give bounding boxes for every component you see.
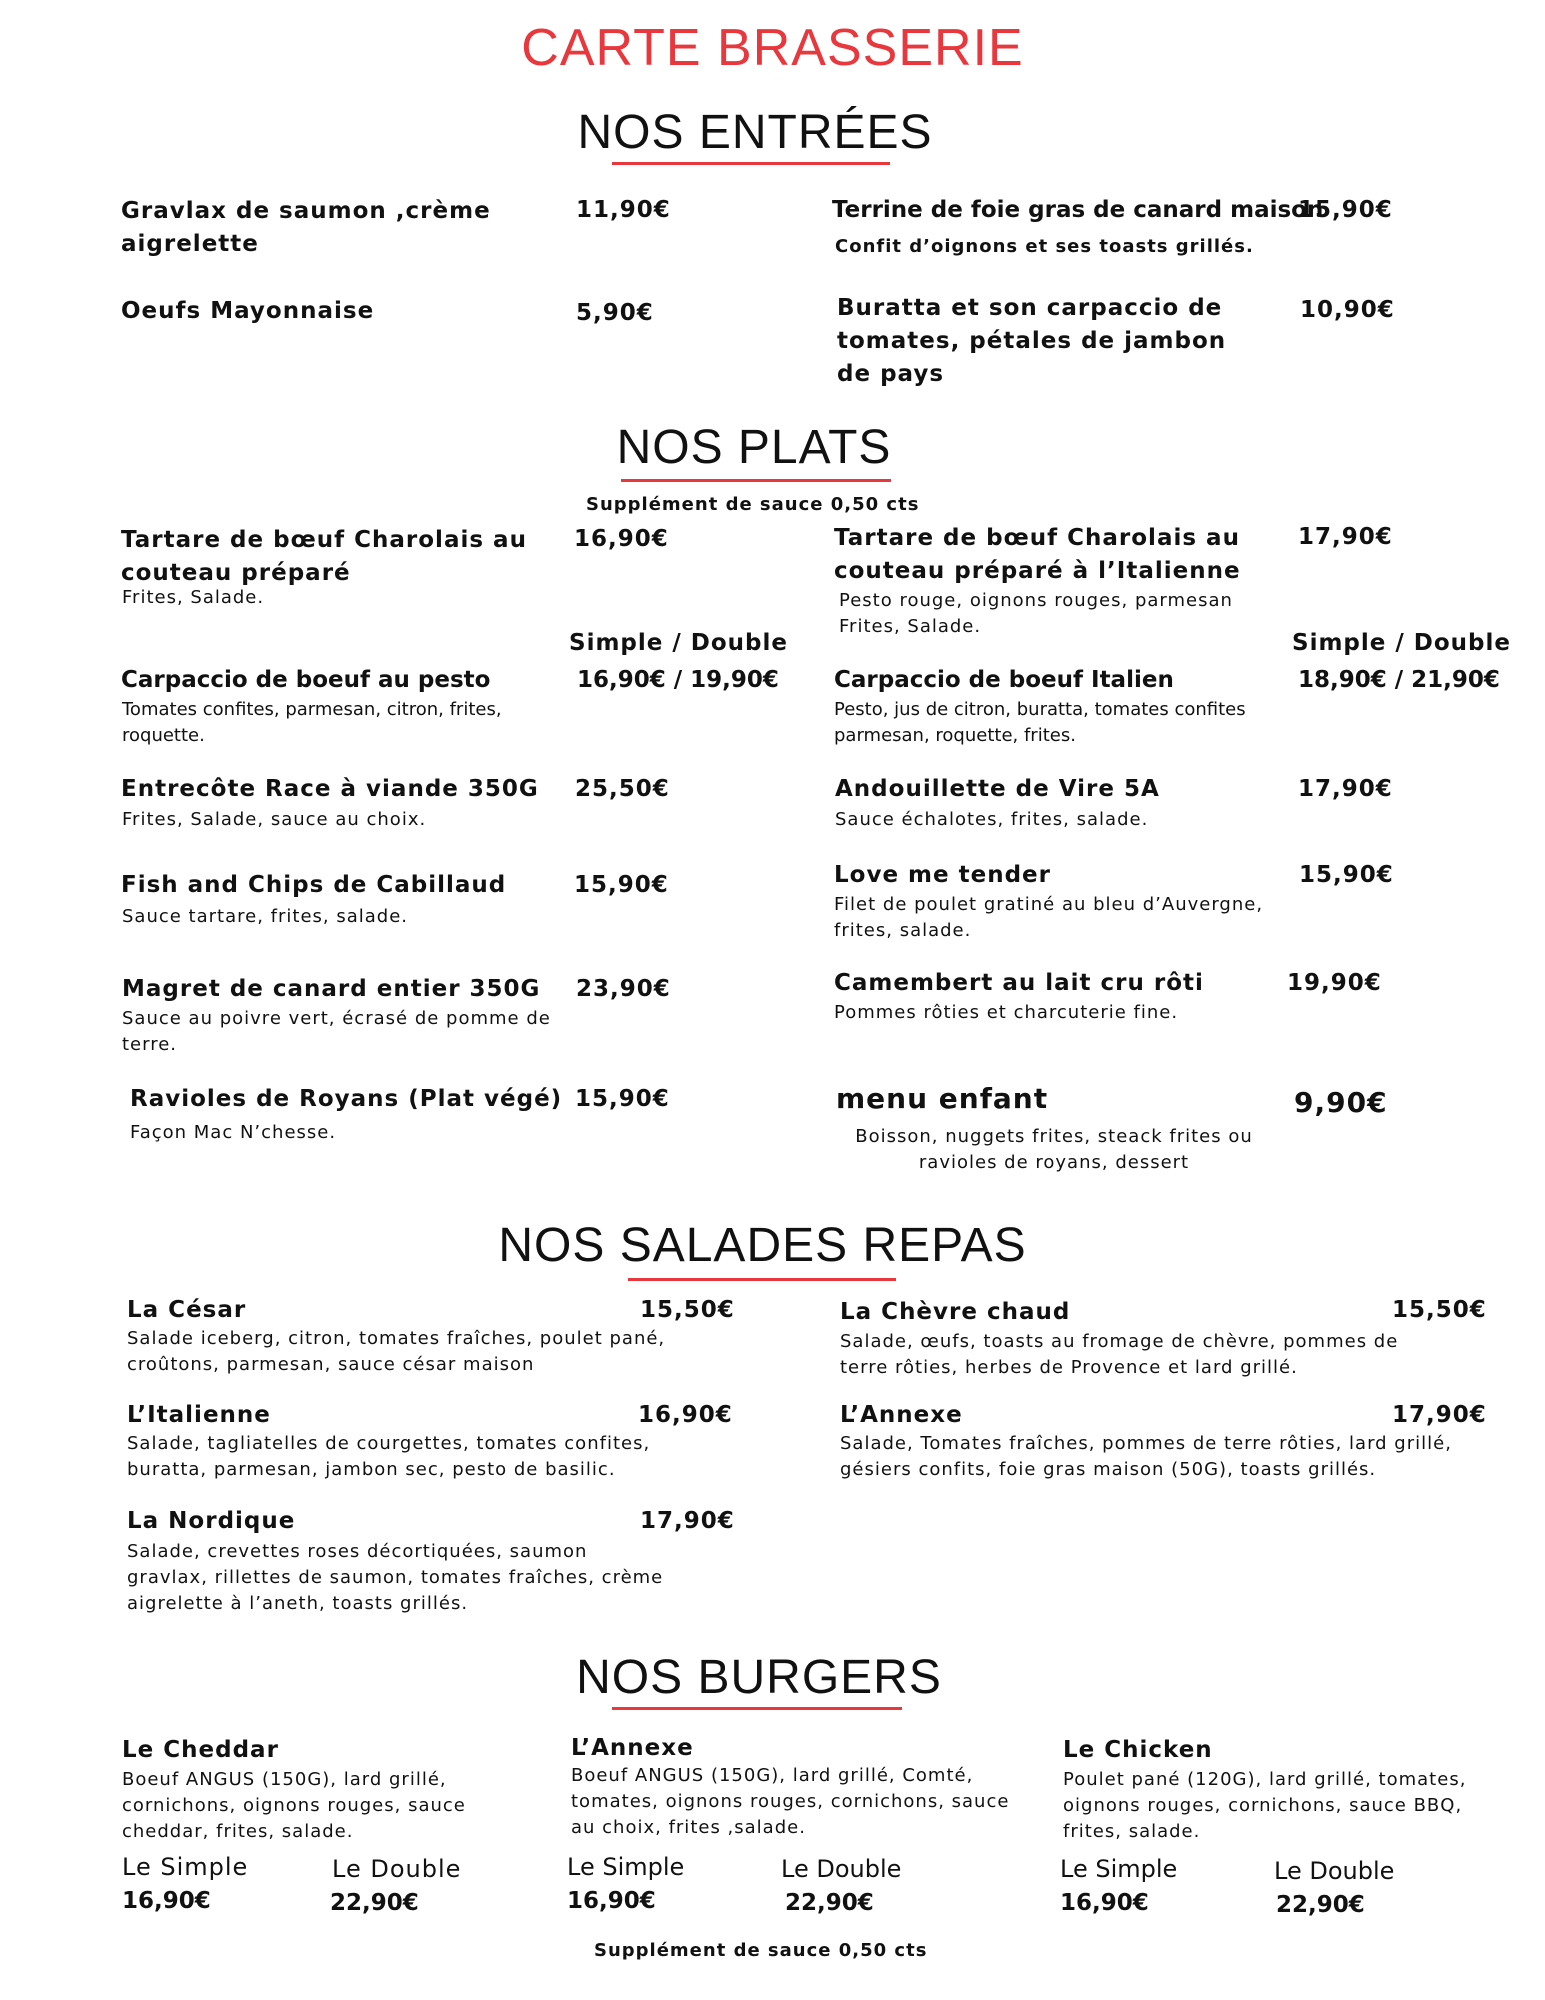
burger-simple-label: Le Simple	[567, 1853, 685, 1881]
plat-name: Carpaccio de boeuf au pesto	[121, 667, 491, 693]
plat-desc: Façon Mac N’chesse.	[130, 1122, 337, 1143]
burger-double-label: Le Double	[1274, 1857, 1395, 1885]
salade-price: 16,90€	[638, 1402, 733, 1428]
plat-price: 17,90€	[1298, 776, 1393, 802]
plat-name: Fish and Chips de Cabillaud	[121, 872, 507, 898]
section-heading-burgers: NOS BURGERS	[576, 1651, 942, 1704]
burger-double-label: Le Double	[332, 1855, 462, 1883]
entree-name: Buratta et son carpaccio de tomates, pétales de jambon de pays	[837, 295, 1227, 387]
plat-price: 9,90€	[1294, 1086, 1388, 1119]
section-heading-salades: NOS SALADES REPAS	[498, 1219, 1027, 1272]
burger-name: Le Cheddar	[122, 1737, 279, 1763]
burger-double-label: Le Double	[781, 1855, 902, 1883]
entree-name: Gravlax de saumon ,crème aigrelette	[121, 198, 491, 257]
plat-name: Magret de canard entier 350G	[122, 976, 541, 1002]
plat-price: 15,90€	[574, 872, 669, 898]
salade-name: La Chèvre chaud	[840, 1299, 1071, 1325]
salade-desc: Salade iceberg, citron, tomates fraîches, poulet pané, croûtons, parmesan, sauce césar maison	[127, 1328, 666, 1375]
section-heading-plats: NOS PLATS	[616, 421, 892, 474]
entree-price: 15,90€	[1298, 197, 1393, 223]
plat-desc: Pommes rôties et charcuterie fine.	[834, 1002, 1179, 1023]
plat-price: 19,90€	[1287, 970, 1382, 996]
underline-plats	[621, 479, 891, 482]
plat-desc: Filet de poulet gratiné au bleu d’Auvergne, frites, salade.	[834, 894, 1264, 941]
burger-simple-label: Le Simple	[1060, 1855, 1178, 1883]
salade-desc: Salade, Tomates fraîches, pommes de terre rôties, lard grillé, gésiers confits, foie gras maison (50G), toasts grillés.	[840, 1433, 1452, 1480]
entree-name: Terrine de foie gras de canard maison	[832, 197, 1324, 223]
salade-name: L’Annexe	[840, 1402, 963, 1428]
salade-price: 17,90€	[1392, 1402, 1487, 1428]
plat-price: 16,90€	[574, 526, 669, 552]
plat-name: Camembert au lait cru rôti	[834, 970, 1204, 996]
plat-desc: Pesto, jus de citron, buratta, tomates confites parmesan, roquette, frites.	[834, 699, 1246, 746]
salade-desc: Salade, œufs, toasts au fromage de chèvre, pommes de terre rôties, herbes de Provence et lard grillé.	[840, 1331, 1399, 1378]
plat-desc: Tomates confites, parmesan, citron, frites, roquette.	[122, 699, 502, 746]
simple-double-label: Simple / Double	[1292, 630, 1511, 656]
underline-salades	[628, 1278, 896, 1281]
plat-desc: Sauce échalotes, frites, salade.	[835, 809, 1149, 830]
plat-price: 25,50€	[575, 776, 670, 802]
plat-name: Carpaccio de boeuf Italien	[834, 667, 1174, 693]
simple-double-label: Simple / Double	[569, 630, 788, 656]
plat-desc: Frites, Salade, sauce au choix.	[122, 809, 427, 830]
burger-name: Le Chicken	[1063, 1737, 1213, 1763]
burger-desc: Poulet pané (120G), lard grillé, tomates, oignons rouges, cornichons, sauce BBQ, frites, salade.	[1063, 1769, 1467, 1842]
plat-price: 18,90€ / 21,90€	[1298, 667, 1500, 693]
underline-burgers	[612, 1707, 902, 1710]
salade-price: 17,90€	[640, 1508, 735, 1534]
plat-price: 17,90€	[1298, 524, 1393, 550]
menu-title: CARTE BRASSERIE	[521, 19, 1024, 77]
burger-name: L’Annexe	[571, 1735, 694, 1761]
underline-entrees	[612, 162, 890, 165]
burger-desc: Boeuf ANGUS (150G), lard grillé, Comté, tomates, oignons rouges, cornichons, sauce au choix, frites ,salade.	[571, 1765, 1010, 1838]
plat-name: Tartare de bœuf Charolais au couteau préparé	[121, 527, 527, 586]
salade-name: L’Italienne	[127, 1402, 271, 1428]
salade-desc: Salade, crevettes roses décortiquées, saumon gravlax, rillettes de saumon, tomates fraîches, crème aigrelette à l’aneth, toasts grillés.	[127, 1541, 664, 1614]
salade-desc: Salade, tagliatelles de courgettes, tomates confites, buratta, parmesan, jambon sec, pesto de basilic.	[127, 1433, 651, 1480]
plat-desc: Frites, Salade.	[122, 587, 265, 608]
sauce-supplement-note: Supplément de sauce 0,50 cts	[586, 494, 920, 515]
entree-price: 10,90€	[1300, 297, 1395, 323]
burger-double-price: 22,90€	[1276, 1892, 1365, 1918]
plat-name: Entrecôte Race à viande 350G	[121, 776, 539, 802]
burger-simple-label: Le Simple	[122, 1853, 249, 1881]
plat-name: Love me tender	[834, 862, 1052, 888]
plat-desc: Sauce tartare, frites, salade.	[122, 906, 409, 927]
entree-price: 5,90€	[576, 300, 654, 326]
entree-desc: Confit d’oignons et ses toasts grillés.	[835, 236, 1254, 257]
plat-price: 16,90€ / 19,90€	[577, 667, 779, 693]
burger-desc: Boeuf ANGUS (150G), lard grillé, cornichons, oignons rouges, sauce cheddar, frites, salade.	[122, 1769, 466, 1842]
salade-price: 15,50€	[640, 1297, 735, 1323]
burger-simple-price: 16,90€	[122, 1888, 211, 1914]
burger-simple-price: 16,90€	[567, 1888, 656, 1914]
burger-double-price: 22,90€	[785, 1890, 874, 1916]
plat-name: menu enfant	[836, 1082, 1049, 1115]
plat-name: Tartare de bœuf Charolais au couteau préparé à l’Italienne	[834, 525, 1241, 584]
entree-name: Oeufs Mayonnaise	[121, 298, 375, 324]
burger-simple-price: 16,90€	[1060, 1890, 1149, 1916]
plat-price: 15,90€	[575, 1086, 670, 1112]
salade-name: La César	[127, 1297, 247, 1323]
plat-name: Andouillette de Vire 5A	[835, 776, 1160, 802]
section-heading-entrees: NOS ENTRÉES	[577, 106, 933, 159]
salade-name: La Nordique	[127, 1508, 296, 1534]
entree-price: 11,90€	[576, 197, 671, 223]
plat-price: 15,90€	[1299, 862, 1394, 888]
plat-desc: Pesto rouge, oignons rouges, parmesan Frites, Salade.	[839, 590, 1233, 637]
plat-desc: Sauce au poivre vert, écrasé de pomme de terre.	[122, 1008, 551, 1055]
plat-name: Ravioles de Royans (Plat végé)	[130, 1086, 563, 1112]
sauce-supplement-note: Supplément de sauce 0,50 cts	[594, 1940, 928, 1961]
plat-desc: Boisson, nuggets frites, steack frites ou ravioles de royans, dessert	[855, 1126, 1253, 1173]
burger-double-price: 22,90€	[330, 1890, 419, 1916]
plat-price: 23,90€	[576, 976, 671, 1002]
salade-price: 15,50€	[1392, 1297, 1487, 1323]
